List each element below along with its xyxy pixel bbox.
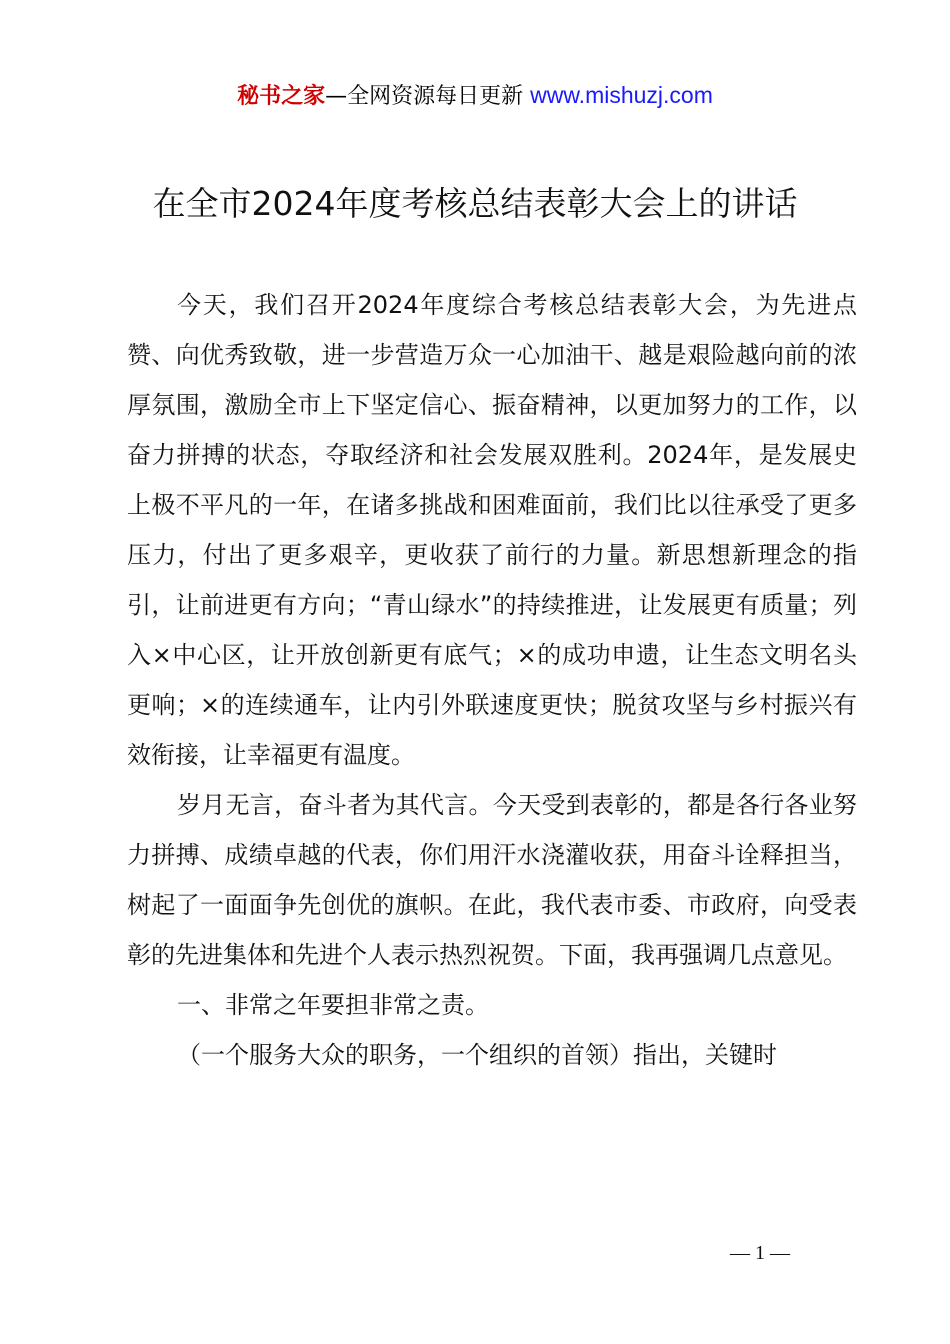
brand-name: 秘书之家 <box>237 84 326 109</box>
header-tagline: —全网资源每日更新 <box>325 84 524 109</box>
site-header <box>0 78 950 114</box>
document-title: 在全市2024年度考核总结表彰大会上的讲话 <box>152 184 798 223</box>
page-number: — 1 — <box>730 1242 790 1264</box>
document-body <box>127 280 857 1080</box>
section-heading: 一、非常之年要担非常之责。 <box>177 991 489 1019</box>
paragraph: 今天，我们召开2024年度综合考核总结表彰大会，为先进点赞、向优秀致敬，进一步营造万众一心加油干、越是艰险越向前的浓厚氛围，激励全市上下坚定信心、振奋精神，以更加努力的工作，以奋力拼搏的状态，夺取经济和社会发展双胜利。2024年，是发展史上极不平凡的一年，在诸多挑战和困难面前，我们比以往承受了更多压力，付出了更多艰辛，更收获了前行的力量。新思想新理念的指引，让前进更有方向；“青山绿水”的持续推进，让发展更有质量；列入×中心区，让开放创新更有底气；×的成功申遗，让生态文明名头更响；×的连续通车，让内引外联速度更快；脱贫攻坚与乡村振兴有效衔接，让幸福更有温度。 <box>127 291 857 769</box>
paragraph: （一个服务大众的职务，一个组织的首领）指出，关键时 <box>177 1041 777 1069</box>
paragraph: 岁月无言，奋斗者为其代言。今天受到表彰的，都是各行各业努力拼搏、成绩卓越的代表，你们用汗水浇灌收获，用奋斗诠释担当，树起了一面面争先创优的旗帜。在此，我代表市委、市政府，向受表彰的先进集体和先进个人表示热烈祝贺。下面，我再强调几点意见。 <box>127 791 857 969</box>
site-url-link[interactable]: www.mishuzj.com <box>530 82 713 108</box>
